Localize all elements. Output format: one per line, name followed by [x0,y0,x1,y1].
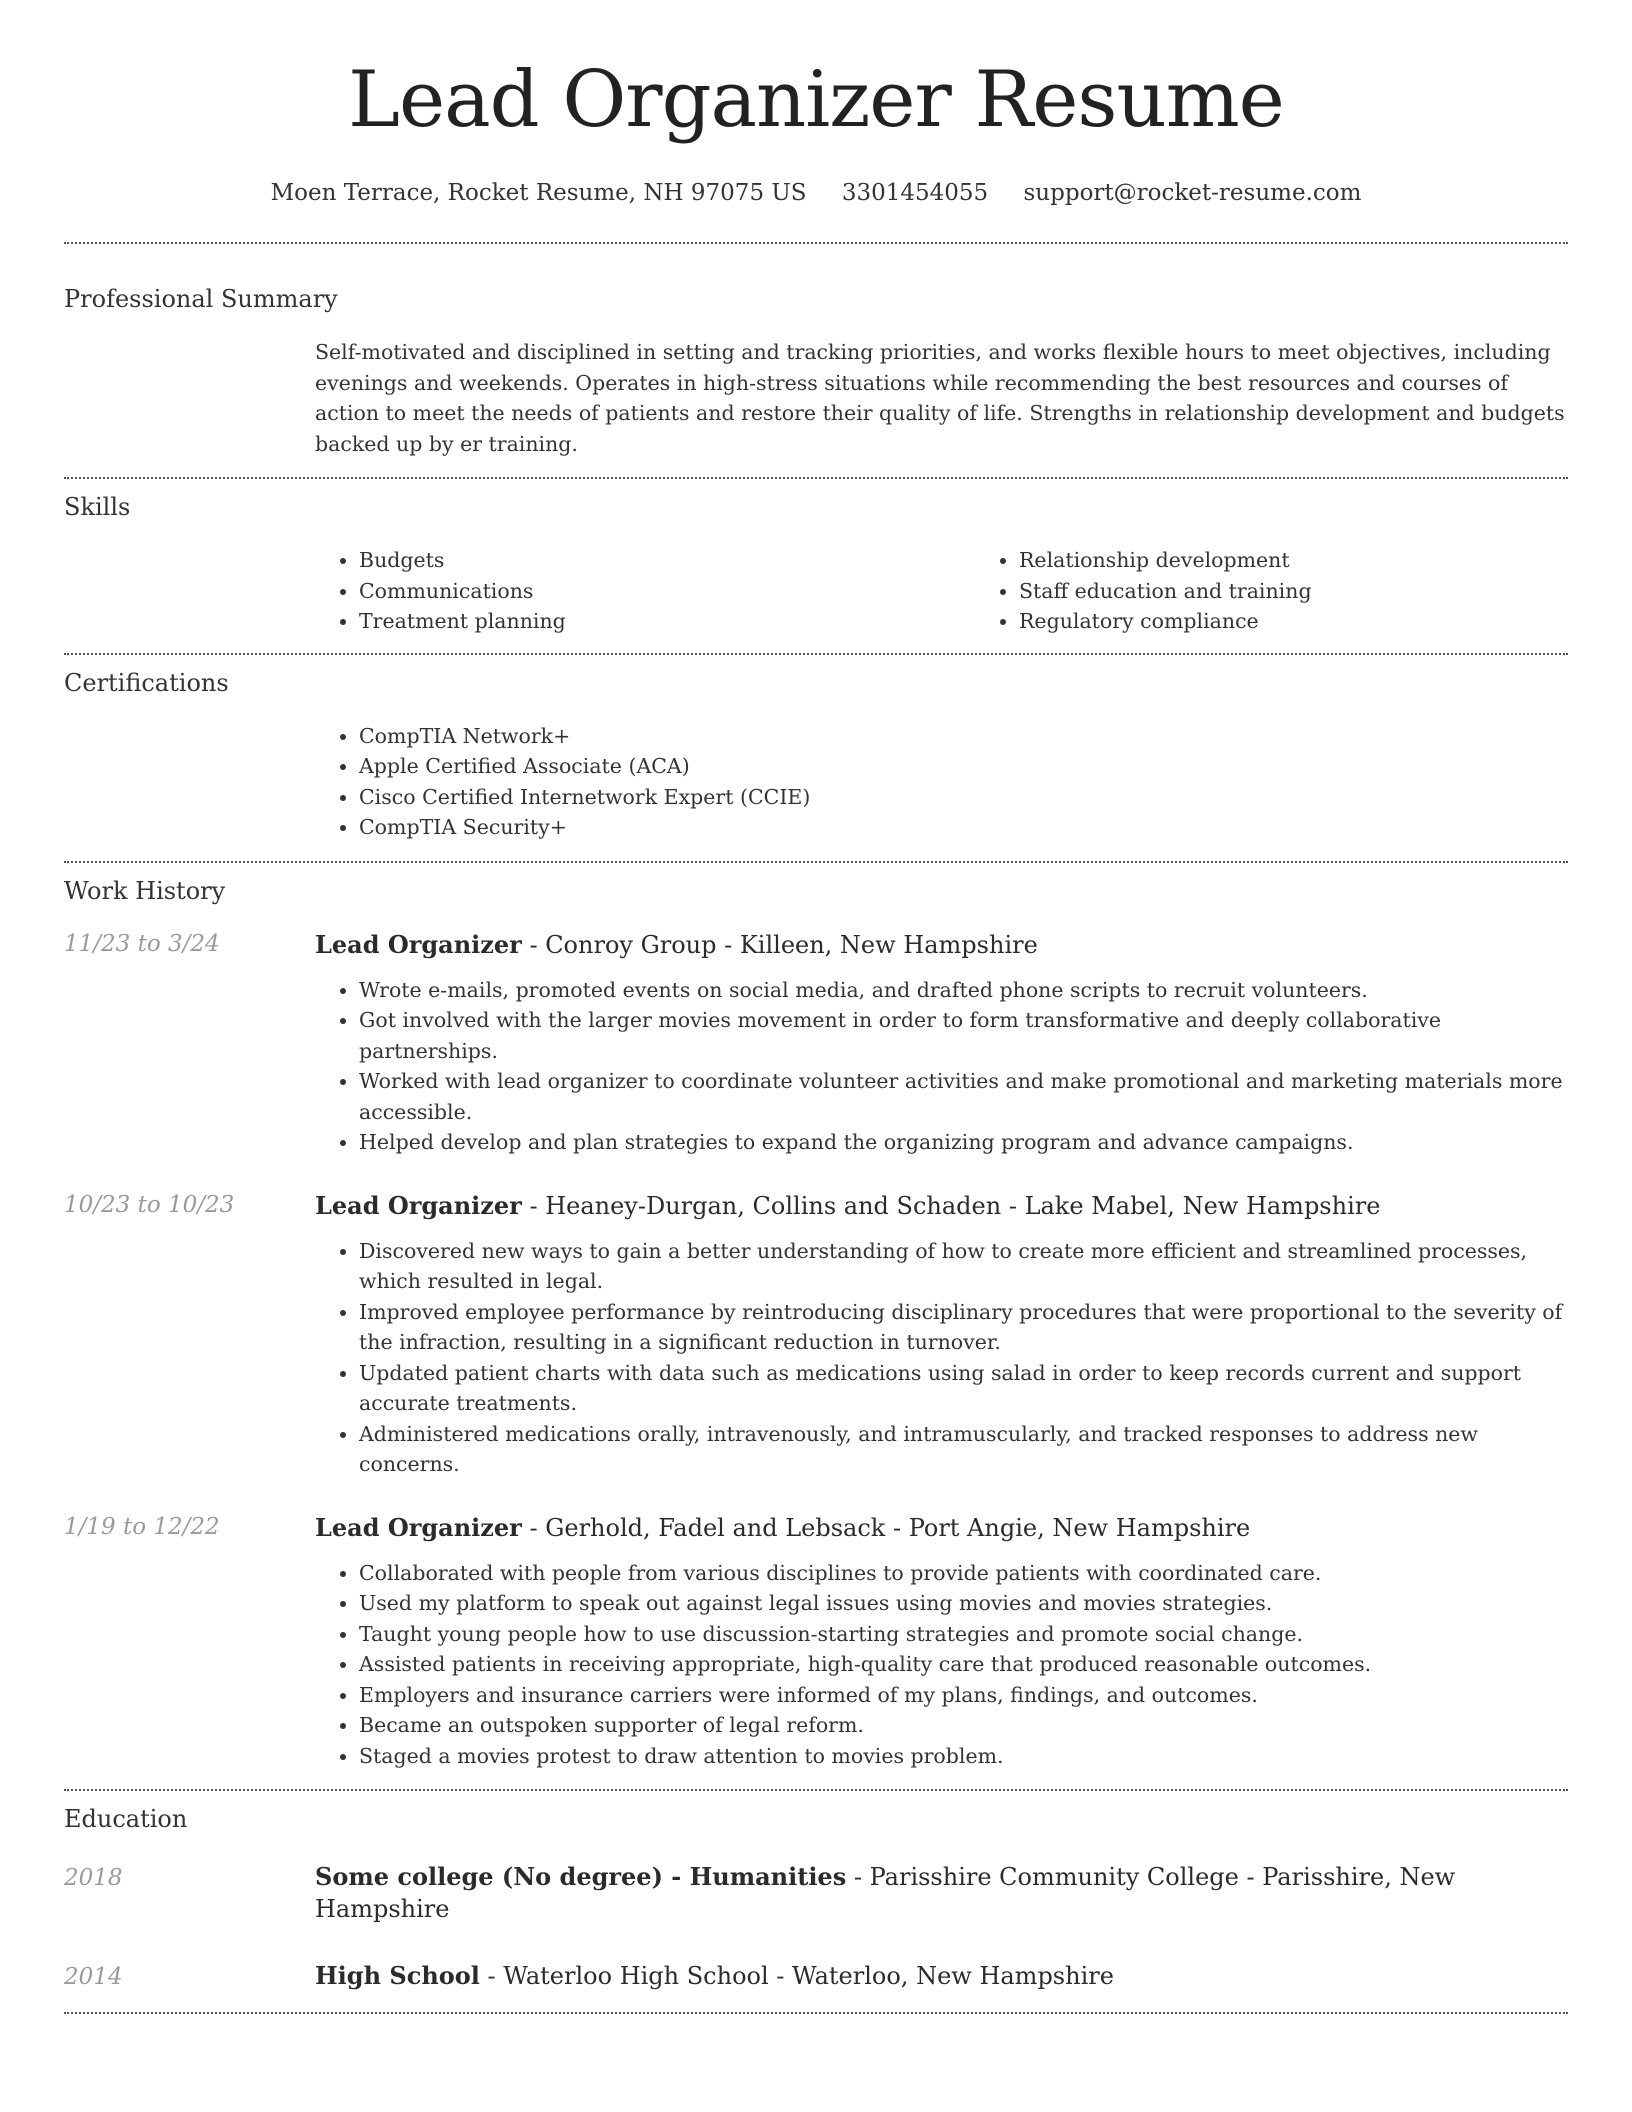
job-details: - Conroy Group - Killeen, New Hampshire [521,930,1038,959]
certifications-left-spacer [64,721,315,843]
education-entry [64,1861,1568,1925]
job-bullet: • Worked with lead organizer to coordinate volunteer activities and make promotional and marketing materials more accessible. [359,1066,1568,1127]
education-entry [64,1960,1568,1992]
job-bullet: • Taught young people how to use discussion-starting strategies and promote social change. [359,1619,1568,1650]
summary-left-spacer [64,337,315,459]
skills-section [64,479,1568,637]
job-details: - Heaney-Durgan, Collins and Schaden - Lake Mabel, New Hampshire [521,1191,1381,1220]
skills-heading: Skills [64,493,131,521]
job-entry [64,1190,1568,1480]
summary-section [64,244,1568,459]
job-bullet: • Administered medications orally, intravenously, and intramuscularly, and tracked responses to address new concerns. [359,1419,1568,1480]
education-degree: Some college (No degree) - Humanities [315,1862,847,1891]
resume-header [64,0,1568,208]
skill-item: • Communications [359,576,975,607]
contact-address: Moen Terrace, Rocket Resume, NH 97075 US [270,180,807,206]
education-year: 2014 [64,1964,123,1990]
job-bullet: • Became an outspoken supporter of legal reform. [359,1710,1568,1741]
skills-list-1 [315,545,975,637]
work-history-section [64,863,1568,1772]
job-entry [64,1512,1568,1772]
job-title [315,1190,1568,1222]
job-role: Lead Organizer [315,1190,522,1220]
job-title [315,929,1568,961]
job-bullet: • Discovered new ways to gain a better understanding of how to create more efficient and streamlined processes, which resulted in legal. [359,1236,1568,1297]
skill-item: • Staff education and training [1019,576,1632,607]
education-details: - Waterloo High School - Waterloo, New Hampshire [479,1962,1114,1990]
contact-line [64,178,1568,208]
certifications-list [315,721,1568,843]
skill-item: • Relationship development [1019,545,1632,576]
job-bullet: • Got involved with the larger movies movement in order to form transformative and deeply collaborative partnerships. [359,1005,1568,1066]
contact-email: support@rocket-resume.com [1023,180,1362,206]
job-bullet: • Updated patient charts with data such as medications using salad in order to keep records current and support accurate treatments. [359,1358,1568,1419]
job-bullet: • Wrote e-mails, promoted events on social media, and drafted phone scripts to recruit volunteers. [359,975,1568,1006]
job-role: Lead Organizer [315,929,522,959]
education-details: - Parisshire Community College - Parisshire, New Hampshire [315,1863,1456,1923]
skill-item: • Treatment planning [359,606,975,637]
job-details: - Gerhold, Fadel and Lebsack - Port Angie, New Hampshire [521,1513,1251,1542]
job-bullet: • Staged a movies protest to draw attention to movies problem. [359,1741,1568,1772]
certification-item: • CompTIA Security+ [359,812,1568,843]
summary-text: Self-motivated and disciplined in setting and tracking priorities, and works flexible hours to meet objectives, including evenings and weekends. Operates in high-stress situations while recommending the best resources and courses of action to meet the needs of patients and restore their quality of life. Strengths in relationship development and budgets backed up by er training. [315,340,1565,456]
job-bullet: • Used my platform to speak out against legal issues using movies and movies strategies. [359,1588,1568,1619]
job-bullets [315,975,1568,1158]
job-bullet: • Helped develop and plan strategies to expand the organizing program and advance campaigns. [359,1127,1568,1158]
certification-item: • Apple Certified Associate (ACA) [359,751,1568,782]
certifications-heading: Certifications [64,668,229,697]
education-heading: Education [64,1805,188,1833]
education-text [315,1960,1568,1992]
education-text [315,1861,1568,1925]
page-title: Lead Organizer Resume [348,55,1284,145]
education-year: 2018 [64,1865,123,1891]
job-dates: 1/19 to 12/22 [64,1513,220,1540]
job-role: Lead Organizer [315,1512,522,1542]
certifications-section [64,655,1568,843]
skills-list-2 [975,545,1632,637]
work-history-heading: Work History [64,876,226,905]
job-bullet: • Employers and insurance carriers were informed of my plans, findings, and outcomes. [359,1680,1568,1711]
job-bullet: • Collaborated with people from various disciplines to provide patients with coordinated care. [359,1558,1568,1589]
contact-phone: 3301454055 [841,180,989,206]
skill-item: • Budgets [359,545,975,576]
job-bullet: • Improved employee performance by reintroducing disciplinary procedures that were proportional to the severity of the infraction, resulting in a significant reduction in turnover. [359,1297,1568,1358]
education-degree: High School [315,1961,480,1990]
divider [64,2012,1568,2014]
job-dates: 10/23 to 10/23 [64,1191,235,1218]
certification-item: • CompTIA Network+ [359,721,1568,752]
certification-item: • Cisco Certified Internetwork Expert (CCIE) [359,782,1568,813]
education-section [64,1791,1568,1992]
job-entry [64,929,1568,1158]
job-dates: 11/23 to 3/24 [64,930,220,957]
summary-heading: Professional Summary [64,285,338,313]
job-bullets [315,1236,1568,1480]
job-title [315,1512,1568,1544]
skill-item: • Regulatory compliance [1019,606,1632,637]
job-bullets [315,1558,1568,1772]
job-bullet: • Assisted patients in receiving appropriate, high-quality care that produced reasonable outcomes. [359,1649,1568,1680]
skills-left-spacer [64,545,315,637]
